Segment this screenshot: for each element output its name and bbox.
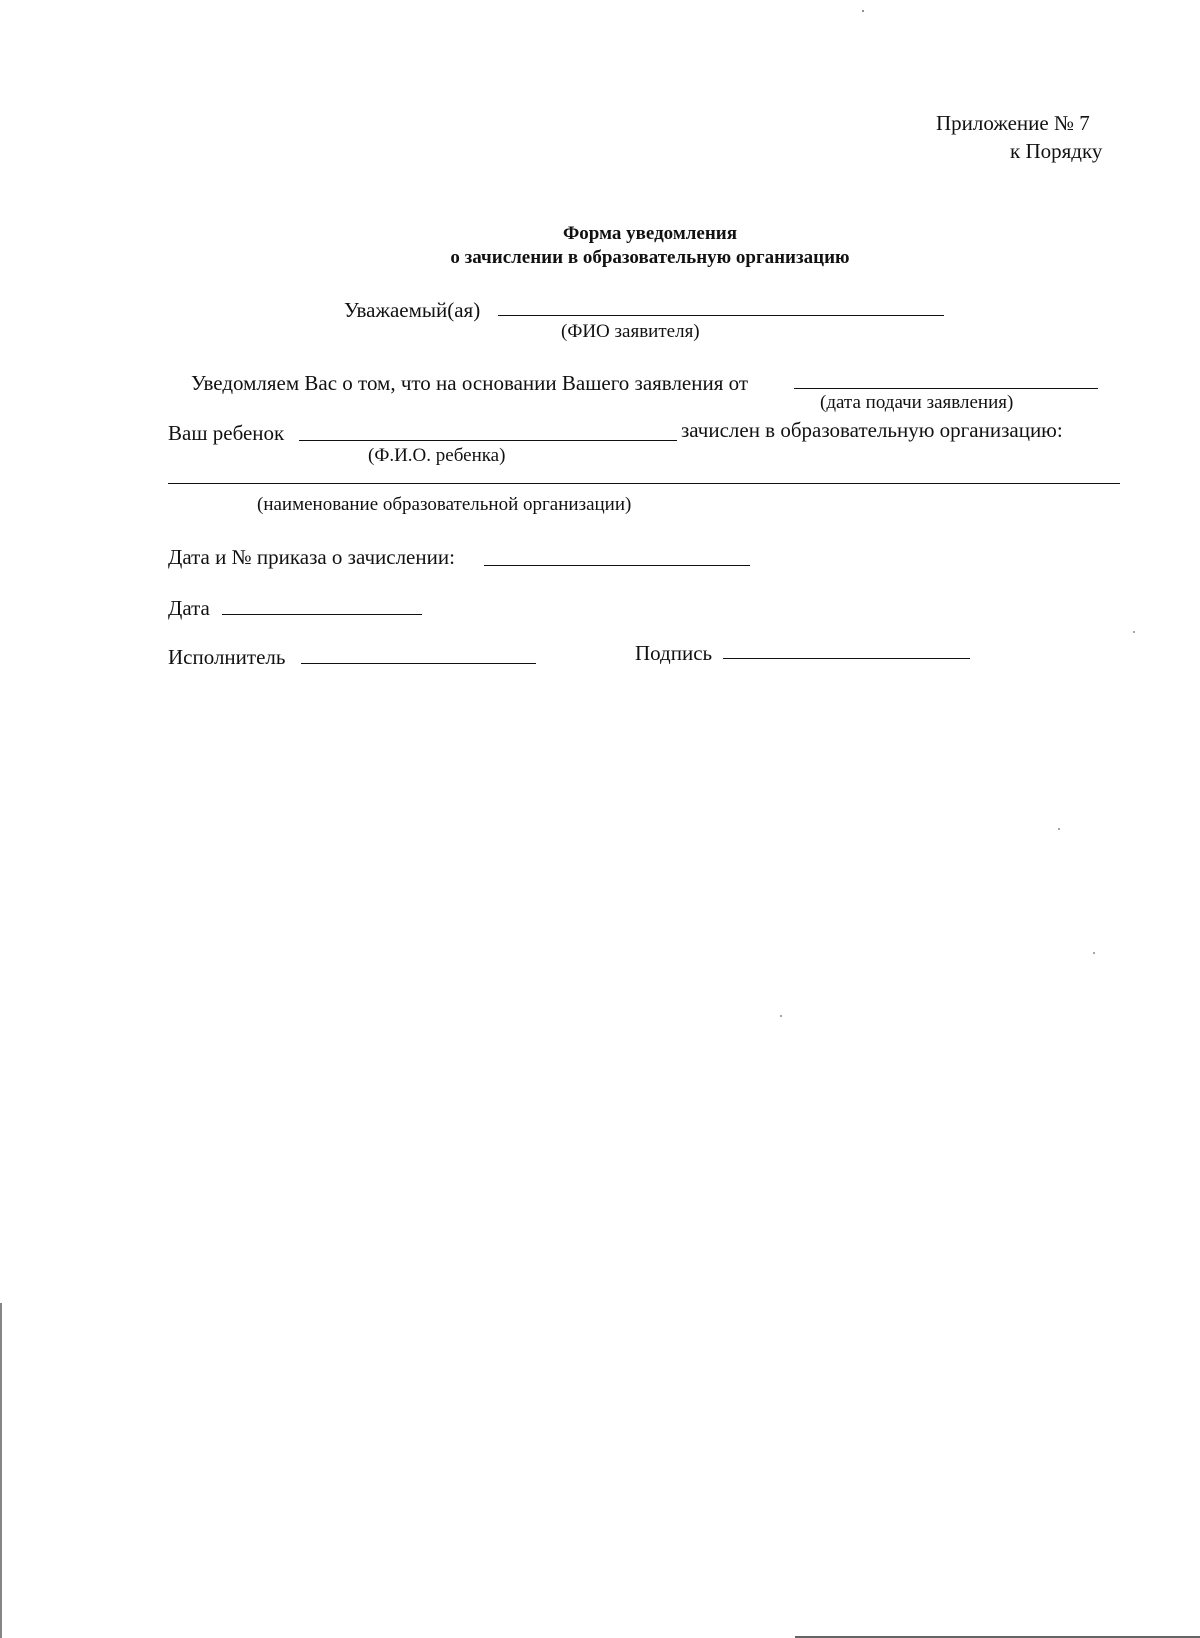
- child-name-caption: (Ф.И.О. ребенка): [368, 445, 506, 466]
- date-line[interactable]: [222, 614, 422, 615]
- scan-speck: [862, 10, 864, 12]
- appendix-reference: к Порядку: [1010, 139, 1103, 163]
- form-title: Форма уведомления: [562, 223, 738, 244]
- child-label: Ваш ребенок: [168, 421, 285, 445]
- scan-speck: [1058, 828, 1060, 830]
- application-date-caption: (дата подачи заявления): [820, 392, 1014, 413]
- appendix-number: Приложение № 7: [936, 111, 1090, 135]
- notice-text: Уведомляем Вас о том, что на основании Вашего заявления от: [191, 371, 749, 395]
- order-label: Дата и № приказа о зачислении:: [168, 545, 455, 569]
- signature-label: Подпись: [635, 641, 713, 665]
- executor-line[interactable]: [301, 663, 536, 664]
- greeting-label: Уважаемый(ая): [344, 298, 481, 322]
- executor-label: Исполнитель: [168, 645, 286, 669]
- signature-line[interactable]: [723, 658, 970, 659]
- order-number-line[interactable]: [484, 565, 750, 566]
- applicant-name-line[interactable]: [498, 315, 944, 316]
- organization-name-caption: (наименование образовательной организации): [257, 494, 632, 515]
- organization-name-line[interactable]: [168, 483, 1120, 484]
- scan-speck: [1093, 952, 1095, 954]
- scan-speck: [780, 1015, 782, 1017]
- enrolled-text: зачислен в образовательную организацию:: [681, 418, 1063, 442]
- scan-edge-mark: [0, 1303, 2, 1638]
- applicant-name-caption: (ФИО заявителя): [561, 321, 700, 342]
- date-label: Дата: [168, 596, 210, 620]
- scan-speck: [1133, 631, 1135, 633]
- form-subtitle: о зачислении в образовательную организацию: [450, 247, 850, 268]
- application-date-line[interactable]: [794, 388, 1098, 389]
- child-name-line[interactable]: [299, 440, 677, 441]
